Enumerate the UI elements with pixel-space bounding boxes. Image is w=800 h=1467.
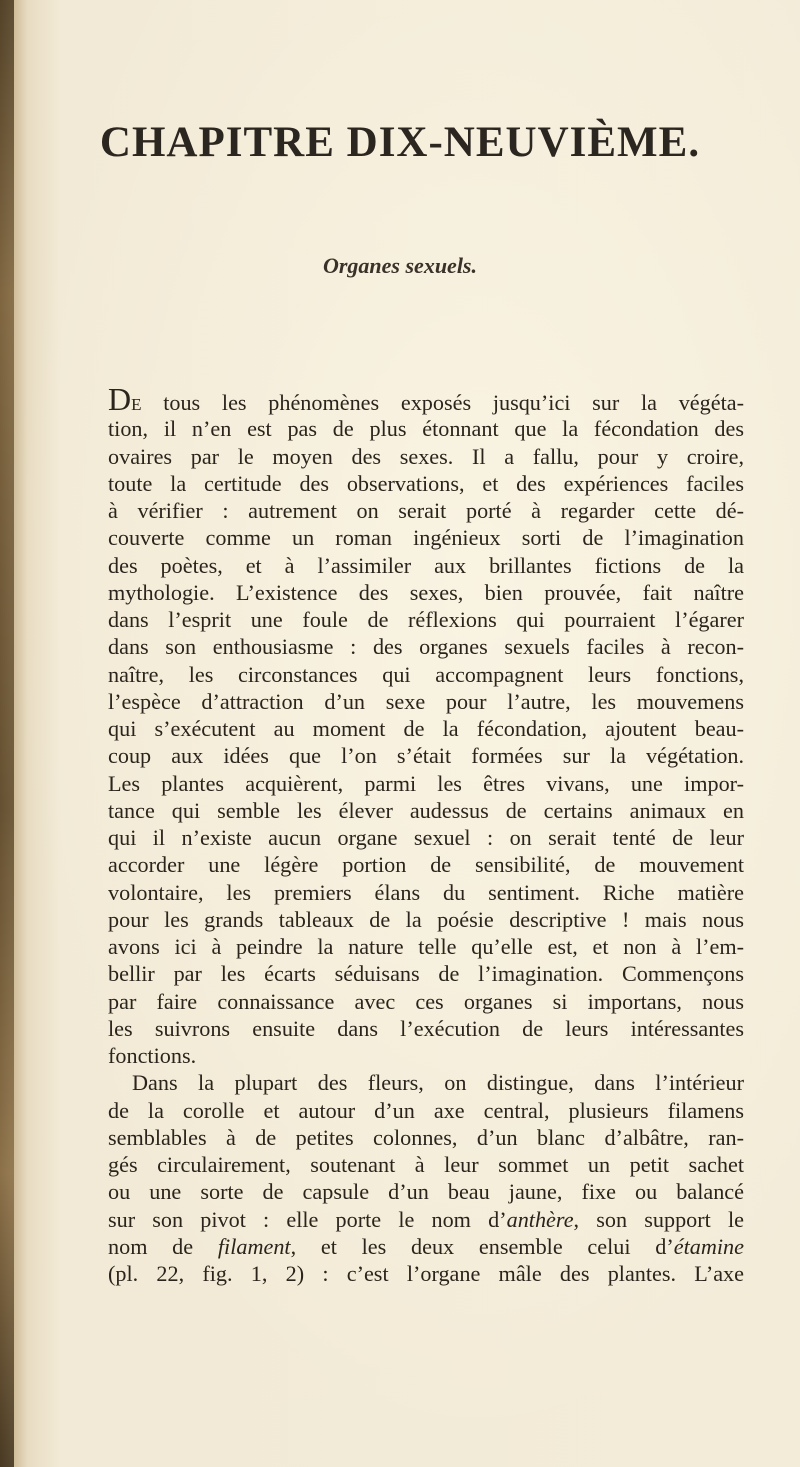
text-line: Dans la plupart des fleurs, on distingue, dans l’intérieur <box>132 1070 744 1096</box>
text-line: les suivrons ensuite dans l’exécution de leurs intéressantes <box>108 1015 744 1041</box>
chapter-body <box>108 381 744 1287</box>
text-line: ovaires par le moyen des sexes. Il a fallu, pour y croire, <box>108 443 744 469</box>
text-line: des poètes, et à l’assimiler aux brillantes fictions de la <box>108 552 744 578</box>
text-span: sur son pivot : elle porte le nom d’ <box>108 1206 507 1232</box>
text-line: dans son enthousiasme : des organes sexuels faciles à recon- <box>108 634 744 660</box>
italic-term: filament <box>217 1233 291 1259</box>
text-line: volontaire, les premiers élans du sentiment. Riche matière <box>108 879 744 905</box>
small-cap: E <box>131 395 142 414</box>
italic-term: anthère <box>506 1206 574 1232</box>
text-line <box>108 1233 744 1260</box>
text-line: l’espèce d’attraction d’un sexe pour l’autre, les mouvemens <box>108 688 744 714</box>
drop-cap: D <box>108 381 132 417</box>
text-line: ou une sorte de capsule d’un beau jaune, fixe ou balancé <box>108 1179 744 1205</box>
text-line: coup aux idées que l’on s’était formées sur la végétation. <box>108 743 744 769</box>
text-line: tion, il n’en est pas de plus étonnant que la fécondation des <box>108 416 744 442</box>
chapter-heading: CHAPITRE DIX-NEUVIÈME. <box>99 119 701 166</box>
text-line: mythologie. L’existence des sexes, bien prouvée, fait naître <box>108 579 744 605</box>
text-line: accorder une légère portion de sensibilité, de mouvement <box>108 852 744 878</box>
text-line: couverte comme un roman ingénieux sorti de l’imagination <box>108 525 744 551</box>
text-span: , son support le <box>573 1206 744 1232</box>
text-line <box>108 381 744 417</box>
text-line: naître, les circonstances qui accompagnent leurs fonctions, <box>108 661 744 687</box>
text-line: toute la certitude des observations, et des expériences faciles <box>108 470 744 496</box>
text-line: avons ici à peindre la nature telle qu’elle est, et non à l’em- <box>108 934 744 959</box>
text-line: de la corolle et autour d’un axe central, plusieurs filamens <box>108 1097 744 1123</box>
text-line: qui il n’existe aucun organe sexuel : on serait tenté de leur <box>108 825 744 850</box>
italic-term: étamine <box>673 1233 744 1259</box>
text-line: gés circulairement, soutenant à leur sommet un petit sachet <box>108 1152 744 1177</box>
text-span: tous les phénomènes exposés jusqu’ici sur la végéta- <box>141 390 744 415</box>
text-line: (pl. 22, fig. 1, 2) : c’est l’organe mâle des plantes. L’axe <box>108 1261 744 1286</box>
text-span: nom de <box>108 1233 218 1259</box>
text-line: tance qui semble les élever audessus de certains animaux en <box>108 797 744 823</box>
text-line: dans l’esprit une foule de réflexions qui pourraient l’égarer <box>108 607 744 632</box>
text-line: Les plantes acquièrent, parmi les êtres vivans, une impor- <box>108 770 744 796</box>
text-line: pour les grands tableaux de la poésie descriptive ! mais nous <box>108 906 744 932</box>
text-span: , et les deux ensemble celui d’ <box>290 1233 674 1259</box>
text-line: qui s’exécutent au moment de la fécondation, ajoutent beau- <box>108 716 744 741</box>
text-line: semblables à de petites colonnes, d’un blanc d’albâtre, ran- <box>108 1124 744 1150</box>
text-line: bellir par les écarts séduisans de l’imagination. Commençons <box>108 961 744 987</box>
text-line <box>108 1206 744 1233</box>
text-line: fonctions. <box>108 1043 197 1068</box>
text-line: à vérifier : autrement on serait porté à regarder cette dé- <box>108 498 744 523</box>
text-line: par faire connaissance avec ces organes si importans, nous <box>108 988 744 1014</box>
chapter-subtitle: Organes sexuels. <box>322 253 477 278</box>
